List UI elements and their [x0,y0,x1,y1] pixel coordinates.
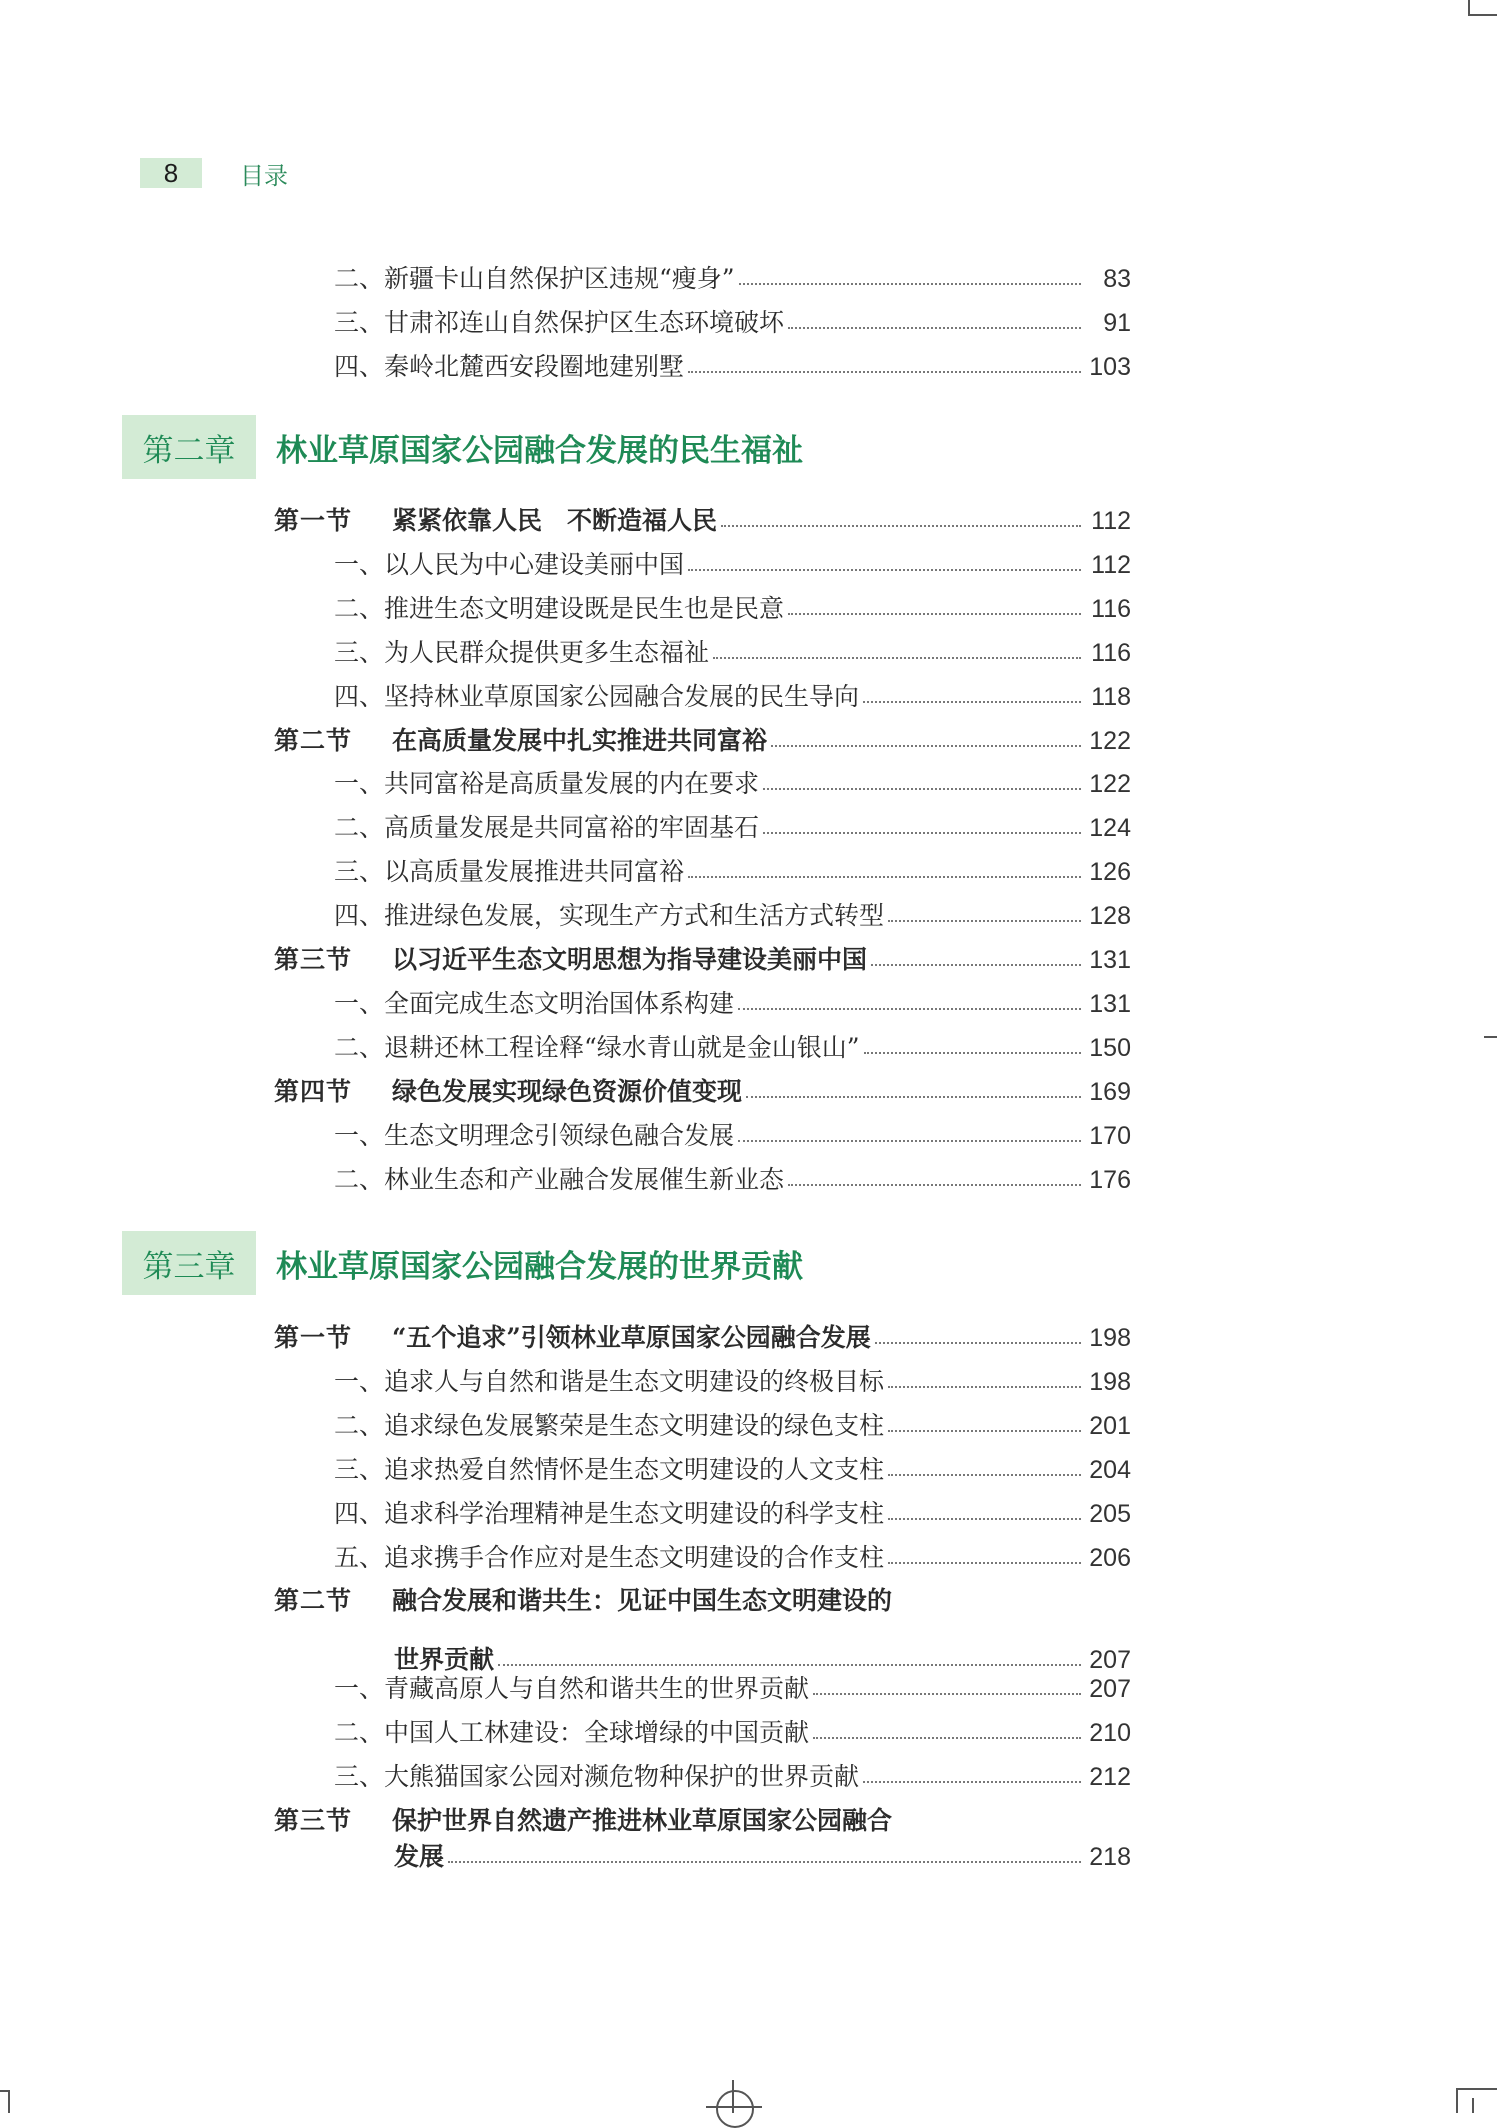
toc-entry-text [274,499,717,543]
toc-page-number: 201 [1089,1411,1131,1440]
crop-mark [8,2090,10,2113]
dot-leader [713,657,1081,659]
dot-leader [721,525,1081,527]
toc-page-number: 122 [1089,770,1131,799]
toc-page-number: 116 [1091,638,1131,667]
crop-mark [1472,2098,1474,2113]
toc-entry[interactable] [0,543,1497,587]
toc-entry-text [334,1448,884,1492]
toc-page-number: 126 [1089,858,1131,887]
dot-leader [788,1184,1081,1186]
toc-page-number: 116 [1091,594,1131,623]
section-title: 保护世界自然遗产推进林业草原国家公园融合 [392,1805,893,1835]
toc-entry-text [334,762,759,806]
registration-mark-line [732,2080,734,2113]
dot-leader [688,876,1081,878]
toc-page-number: 206 [1089,1543,1131,1572]
toc-entry-text [334,806,759,850]
toc-entry[interactable] [0,257,1497,301]
toc-page-number: 118 [1091,682,1131,711]
toc-entry[interactable] [0,1835,1497,1879]
toc-page-number: 83 [1103,265,1131,293]
toc-entry[interactable] [0,1316,1497,1360]
toc-page-number: 150 [1089,1033,1131,1062]
section-title: 发展 [394,1841,445,1871]
toc-entry-text [334,587,784,631]
toc-entry[interactable] [0,301,1497,345]
subsection-title: 三、大熊猫国家公园对濒危物种保护的世界贡献 [334,1762,860,1791]
subsection-title: 二、推进生态文明建设既是民生也是民意 [334,593,785,623]
toc-entry[interactable] [0,675,1497,719]
dot-leader [448,1861,1081,1863]
toc-entry-text [334,1360,884,1404]
dot-leader [738,1008,1081,1010]
dot-leader [688,569,1081,571]
chapter-label: 第二章 [122,415,256,479]
dot-leader [863,701,1081,703]
chapter-title: 林业草原国家公园融合发展的民生福祉 [276,432,803,469]
toc-entry-text [334,631,709,675]
toc-page-number: 198 [1089,1324,1131,1352]
dot-leader [763,788,1081,790]
dot-leader [864,1052,1081,1054]
toc-entry-text [334,1711,809,1755]
toc-entry[interactable] [0,1492,1497,1536]
toc-entry[interactable] [0,1711,1497,1755]
toc-entry-text [274,719,767,763]
page-header [140,158,288,188]
chapter-title: 林业草原国家公园融合发展的世界贡献 [276,1248,803,1285]
toc-page-number: 169 [1089,1077,1131,1106]
subsection-title: 三、追求热爱自然情怀是生态文明建设的人文支柱 [334,1454,885,1484]
toc-page-number: 204 [1089,1455,1131,1484]
section-label: 第二节 [274,1586,353,1616]
toc-entry[interactable] [0,631,1497,675]
toc-page-number: 207 [1089,1646,1131,1675]
subsection-title: 一、追求人与自然和谐是生态文明建设的终极目标 [334,1366,885,1396]
toc-entry[interactable] [0,982,1497,1026]
dot-leader [875,1342,1081,1344]
dot-leader [788,327,1081,329]
toc-entry-text [394,1835,444,1879]
toc-page-number: 112 [1091,507,1131,535]
toc-page-number: 205 [1089,1499,1131,1528]
toc-entry-text [334,1114,734,1158]
crop-mark [1456,2088,1458,2113]
dot-leader [863,1781,1081,1783]
toc-page-number: 176 [1089,1165,1131,1194]
toc-entry-text [334,1755,859,1799]
dot-leader [688,371,1081,373]
toc-entry[interactable] [0,1755,1497,1799]
section-label: 第一节 [274,1323,353,1352]
toc-entry-text [334,894,884,938]
subsection-title: 二、追求绿色发展繁荣是生态文明建设的绿色支柱 [334,1410,885,1440]
section-label: 第三节 [274,945,353,974]
toc-page-number: 131 [1089,946,1131,974]
subsection-title: 五、追求携手合作应对是生态文明建设的合作支柱 [334,1542,885,1572]
toc-page-number: 218 [1089,1842,1131,1871]
dot-leader [498,1664,1081,1666]
toc-entry-text [334,982,734,1026]
subsection-title: 二、退耕还林工程诠释“绿水青山就是金山银山” [334,1032,860,1062]
subsection-title: 四、坚持林业草原国家公园融合发展的民生导向 [334,681,860,711]
toc-entry-text [334,345,684,389]
toc-entry-text [334,543,684,587]
dot-leader [871,964,1081,966]
subsection-title: 二、中国人工林建设：全球增绿的中国贡献 [334,1718,810,1748]
toc-entry-text [334,257,735,301]
toc-page-number: 210 [1089,1719,1131,1748]
toc-entry[interactable] [0,850,1497,894]
subsection-title: 三、以高质量发展推进共同富裕 [334,857,685,887]
toc-page-number: 207 [1089,1675,1131,1704]
page-number: 8 [140,158,202,188]
toc-entry[interactable] [0,1448,1497,1492]
dot-leader [888,920,1081,922]
dot-leader [813,1693,1081,1695]
dot-leader [739,283,1081,285]
toc-entry-text [334,850,684,894]
toc-entry-text [334,1492,884,1536]
dot-leader [771,745,1081,747]
toc-entry[interactable] [0,938,1497,982]
toc-entry-text [274,1316,871,1360]
subsection-title: 三、甘肃祁连山自然保护区生态环境破坏 [334,307,785,337]
subsection-title: 一、全面完成生态文明治国体系构建 [334,988,735,1018]
toc-page-number: 212 [1089,1763,1131,1791]
crop-mark [1468,14,1497,16]
section-title: 以习近平生态文明思想为指导建设美丽中国 [392,945,868,974]
subsection-title: 四、推进绿色发展，实现生产方式和生活方式转型 [334,901,885,931]
toc-page-number: 112 [1091,550,1131,579]
dot-leader [888,1562,1081,1564]
toc-entry-text [274,938,867,982]
running-title: 目录 [240,161,288,190]
dot-leader [746,1096,1081,1098]
toc-entry[interactable] [0,1579,1497,1623]
toc-entry[interactable] [0,719,1497,763]
section-label: 第一节 [274,506,353,535]
subsection-title: 二、林业生态和产业融合发展催生新业态 [334,1164,785,1194]
dot-leader [763,832,1081,834]
toc-page-number: 91 [1103,308,1131,337]
toc-entry[interactable] [0,1404,1497,1448]
toc-entry-text [334,1667,809,1711]
section-title: 绿色发展实现绿色资源价值变现 [392,1076,743,1106]
toc-entry-text [334,1404,884,1448]
subsection-title: 四、秦岭北麓西安段圈地建别墅 [334,351,685,381]
subsection-title: 一、共同富裕是高质量发展的内在要求 [334,769,760,799]
subsection-title: 一、青藏高原人与自然和谐共生的世界贡献 [334,1674,810,1704]
chapter-heading[interactable] [122,1231,803,1295]
subsection-title: 二、高质量发展是共同富裕的牢固基石 [334,813,760,843]
dot-leader [788,613,1081,615]
toc-entry[interactable] [0,1114,1497,1158]
toc-entry[interactable] [0,762,1497,806]
toc-entry-text [274,1070,742,1114]
toc-page-number: 170 [1089,1121,1131,1150]
toc-page-number: 131 [1089,989,1131,1018]
chapter-heading[interactable] [122,415,803,479]
section-title: 在高质量发展中扎实推进共同富裕 [392,725,768,755]
toc-entry-text [334,675,859,719]
toc-entry-text [334,1158,784,1202]
toc-entry-text [274,1579,892,1623]
crop-mark [1456,2088,1497,2090]
subsection-title: 四、追求科学治理精神是生态文明建设的科学支柱 [334,1498,885,1528]
toc-entry-text [334,1026,860,1070]
chapter-label: 第三章 [122,1231,256,1295]
subsection-title: 二、新疆卡山自然保护区违规“瘦身” [334,264,735,293]
toc-page-number: 128 [1089,902,1131,931]
toc-entry[interactable] [0,345,1497,389]
section-label: 第四节 [274,1076,353,1106]
subsection-title: 三、为人民群众提供更多生态福祉 [334,637,710,667]
toc-entry[interactable] [0,1158,1497,1202]
section-title: “五个追求”引领林业草原国家公园融合发展 [392,1323,871,1352]
toc-page-number: 124 [1089,814,1131,843]
toc-entry-text [334,301,784,345]
toc-entry[interactable] [0,1360,1497,1404]
toc-entry[interactable] [0,587,1497,631]
registration-mark-line [706,2106,762,2108]
subsection-title: 一、以人民为中心建设美丽中国 [334,549,685,579]
toc-entry[interactable] [0,806,1497,850]
toc-entry[interactable] [0,499,1497,543]
toc-page-number: 122 [1089,726,1131,755]
toc-entry[interactable] [0,1536,1497,1580]
subsection-title: 一、生态文明理念引领绿色融合发展 [334,1120,735,1150]
dot-leader [888,1518,1081,1520]
dot-leader [813,1737,1081,1739]
section-label: 第二节 [274,725,353,755]
dot-leader [888,1474,1081,1476]
section-label: 第三节 [274,1805,353,1835]
dot-leader [888,1430,1081,1432]
toc-entry[interactable] [0,894,1497,938]
section-title: 世界贡献 [394,1645,495,1675]
toc-entry[interactable] [0,1667,1497,1711]
toc-page-number: 103 [1089,352,1131,381]
toc-entry[interactable] [0,1070,1497,1114]
registration-mark [716,2090,754,2128]
section-title: 紧紧依靠人民 不断造福人民 [392,506,718,535]
toc-page-number: 198 [1089,1367,1131,1396]
section-title: 融合发展和谐共生：见证中国生态文明建设的 [392,1586,893,1616]
dot-leader [888,1386,1081,1388]
dot-leader [738,1140,1081,1142]
toc-entry[interactable] [0,1026,1497,1070]
toc-entry-text [334,1536,884,1580]
